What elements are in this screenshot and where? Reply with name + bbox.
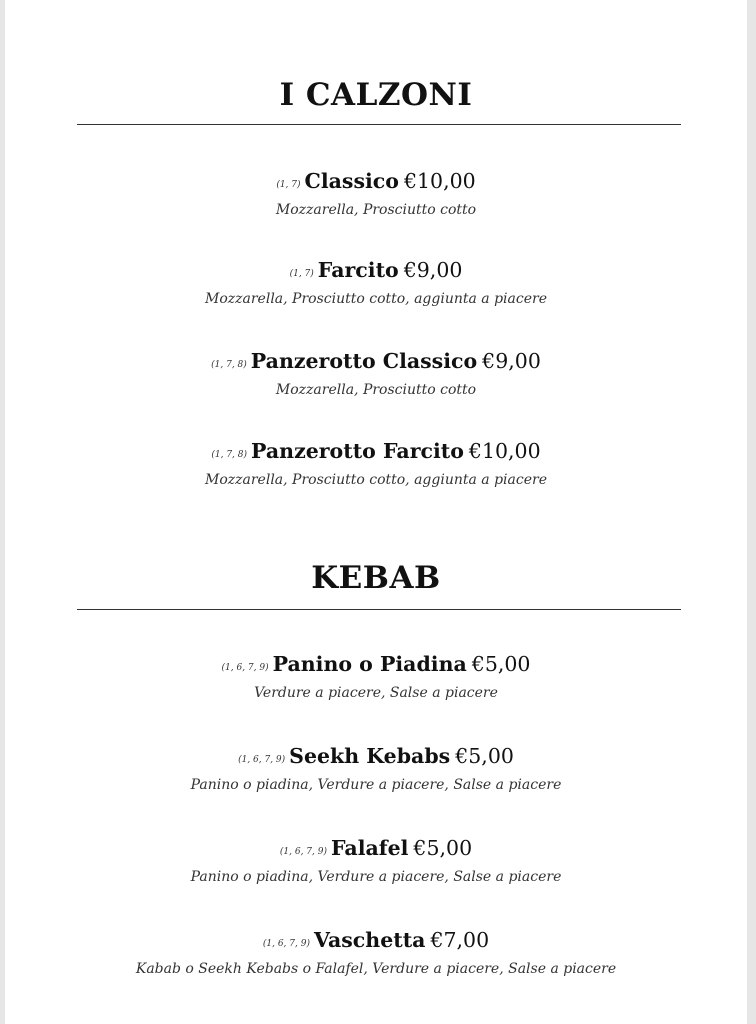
item-allergens: (1, 7, 8) (211, 450, 248, 460)
item-name: Vaschetta (313, 928, 426, 952)
section-divider (77, 609, 681, 610)
item-name: Farcito (317, 258, 399, 282)
section-divider (77, 124, 681, 125)
item-price: €10,00 (468, 439, 541, 463)
menu-page (5, 0, 747, 1024)
item-description: Kabab o Seekh Kebabs o Falafel, Verdure a piacere, Salse a piacere (135, 961, 617, 977)
item-description: Mozzarella, Prosciutto cotto, aggiunta a piacere (205, 291, 547, 307)
item-price: €5,00 (413, 836, 473, 860)
item-name: Falafel (330, 836, 409, 860)
item-name: Panino o Piadina (272, 652, 467, 676)
item-allergens: (1, 6, 7, 9) (238, 755, 286, 765)
section-title-kebab: KEBAB (311, 560, 441, 596)
item-price: €9,00 (403, 258, 463, 282)
item-allergens: (1, 6, 7, 9) (221, 663, 269, 673)
item-description: Mozzarella, Prosciutto cotto, aggiunta a piacere (205, 472, 547, 488)
menu-item (5, 166, 747, 220)
item-description: Verdure a piacere, Salse a piacere (254, 685, 498, 701)
item-description: Panino o piadina, Verdure a piacere, Salse a piacere (190, 869, 562, 885)
item-allergens: (1, 7) (276, 180, 301, 190)
menu-item (5, 346, 747, 400)
item-description: Mozzarella, Prosciutto cotto (275, 202, 477, 218)
menu-item (5, 255, 747, 309)
item-name: Panzerotto Classico (250, 349, 478, 373)
item-allergens: (1, 6, 7, 9) (262, 939, 310, 949)
item-allergens: (1, 7, 8) (211, 360, 247, 370)
item-description: Mozzarella, Prosciutto cotto (275, 382, 477, 398)
menu-item (5, 741, 747, 795)
item-price: €10,00 (403, 169, 476, 193)
item-name: Seekh Kebabs (289, 744, 451, 768)
item-name: Classico (304, 169, 399, 193)
menu-item (5, 833, 747, 887)
item-description: Panino o piadina, Verdure a piacere, Salse a piacere (190, 777, 562, 793)
menu-item (5, 649, 747, 703)
item-name: Panzerotto Farcito (251, 439, 464, 463)
item-price: €7,00 (430, 928, 490, 952)
item-price: €5,00 (471, 652, 531, 676)
menu-item (5, 436, 747, 490)
menu-item (5, 925, 747, 979)
item-price: €5,00 (455, 744, 514, 768)
item-allergens: (1, 6, 7, 9) (279, 847, 327, 857)
item-price: €9,00 (482, 349, 541, 373)
section-title-calzoni: I CALZONI (279, 77, 473, 113)
item-allergens: (1, 7) (289, 269, 314, 279)
